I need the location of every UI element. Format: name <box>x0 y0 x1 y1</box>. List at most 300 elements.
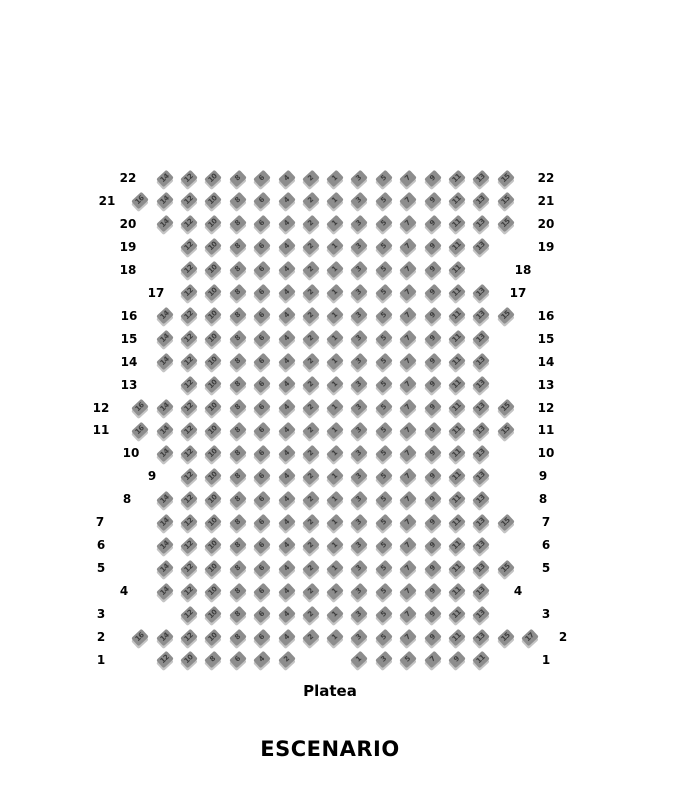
seat[interactable] <box>302 192 320 210</box>
seat[interactable] <box>278 399 296 417</box>
seat[interactable] <box>180 513 198 531</box>
seat[interactable] <box>253 330 271 348</box>
seat[interactable] <box>351 261 369 279</box>
seat[interactable] <box>302 284 320 302</box>
seat[interactable] <box>205 238 223 256</box>
seat[interactable] <box>473 422 491 440</box>
seat[interactable] <box>278 422 296 440</box>
seat[interactable] <box>229 513 247 531</box>
seat[interactable] <box>180 261 198 279</box>
seat[interactable] <box>424 582 442 600</box>
seat[interactable] <box>326 307 344 325</box>
seat[interactable] <box>278 628 296 646</box>
seat[interactable] <box>253 261 271 279</box>
seat[interactable] <box>229 651 247 669</box>
seat[interactable] <box>180 353 198 371</box>
seat[interactable] <box>351 422 369 440</box>
seat[interactable] <box>424 605 442 623</box>
seat[interactable] <box>326 513 344 531</box>
seat[interactable] <box>229 491 247 509</box>
seat[interactable] <box>205 399 223 417</box>
seat[interactable] <box>253 238 271 256</box>
seat[interactable] <box>156 536 174 554</box>
seat[interactable] <box>497 628 515 646</box>
seat[interactable] <box>375 330 393 348</box>
seat[interactable] <box>399 238 417 256</box>
seat[interactable] <box>205 353 223 371</box>
seat[interactable] <box>351 215 369 233</box>
seat[interactable] <box>497 513 515 531</box>
seat[interactable] <box>131 192 149 210</box>
seat[interactable] <box>448 628 466 646</box>
seat[interactable] <box>375 422 393 440</box>
seat[interactable] <box>448 215 466 233</box>
seat[interactable] <box>180 284 198 302</box>
seat[interactable] <box>424 628 442 646</box>
seat[interactable] <box>326 376 344 394</box>
seat[interactable] <box>302 307 320 325</box>
seat[interactable] <box>180 628 198 646</box>
seat[interactable] <box>424 468 442 486</box>
seat[interactable] <box>156 628 174 646</box>
seat[interactable] <box>351 582 369 600</box>
seat[interactable] <box>278 513 296 531</box>
seat[interactable] <box>424 169 442 187</box>
seat[interactable] <box>399 192 417 210</box>
seat[interactable] <box>351 491 369 509</box>
seat[interactable] <box>253 192 271 210</box>
seat[interactable] <box>375 215 393 233</box>
seat[interactable] <box>205 215 223 233</box>
seat[interactable] <box>278 468 296 486</box>
seat[interactable] <box>253 605 271 623</box>
seat[interactable] <box>326 169 344 187</box>
seat[interactable] <box>253 559 271 577</box>
seat[interactable] <box>399 445 417 463</box>
seat[interactable] <box>473 353 491 371</box>
seat[interactable] <box>351 468 369 486</box>
seat[interactable] <box>424 491 442 509</box>
seat[interactable] <box>448 284 466 302</box>
seat[interactable] <box>424 330 442 348</box>
seat[interactable] <box>448 376 466 394</box>
seat[interactable] <box>156 491 174 509</box>
seat[interactable] <box>375 628 393 646</box>
seat[interactable] <box>180 169 198 187</box>
seat[interactable] <box>326 261 344 279</box>
seat[interactable] <box>448 651 466 669</box>
seat[interactable] <box>497 422 515 440</box>
seat[interactable] <box>205 582 223 600</box>
seat[interactable] <box>399 582 417 600</box>
seat[interactable] <box>424 307 442 325</box>
seat[interactable] <box>131 628 149 646</box>
seat[interactable] <box>424 559 442 577</box>
seat[interactable] <box>229 582 247 600</box>
seat[interactable] <box>180 215 198 233</box>
seat[interactable] <box>278 445 296 463</box>
seat[interactable] <box>473 605 491 623</box>
seat[interactable] <box>473 468 491 486</box>
seat[interactable] <box>448 192 466 210</box>
seat[interactable] <box>205 651 223 669</box>
seat[interactable] <box>326 399 344 417</box>
seat[interactable] <box>424 536 442 554</box>
seat[interactable] <box>473 284 491 302</box>
seat[interactable] <box>424 513 442 531</box>
seat[interactable] <box>253 513 271 531</box>
seat[interactable] <box>205 330 223 348</box>
seat[interactable] <box>351 376 369 394</box>
seat[interactable] <box>473 238 491 256</box>
seat[interactable] <box>229 605 247 623</box>
seat[interactable] <box>375 445 393 463</box>
seat[interactable] <box>351 353 369 371</box>
seat[interactable] <box>448 468 466 486</box>
seat[interactable] <box>180 468 198 486</box>
seat[interactable] <box>302 468 320 486</box>
seat[interactable] <box>180 238 198 256</box>
seat[interactable] <box>399 284 417 302</box>
seat[interactable] <box>351 628 369 646</box>
seat[interactable] <box>278 169 296 187</box>
seat[interactable] <box>156 353 174 371</box>
seat[interactable] <box>326 559 344 577</box>
seat[interactable] <box>205 536 223 554</box>
seat[interactable] <box>326 628 344 646</box>
seat[interactable] <box>302 513 320 531</box>
seat[interactable] <box>326 582 344 600</box>
seat[interactable] <box>302 582 320 600</box>
seat[interactable] <box>424 238 442 256</box>
seat[interactable] <box>278 261 296 279</box>
seat[interactable] <box>497 399 515 417</box>
seat[interactable] <box>375 238 393 256</box>
seat[interactable] <box>424 399 442 417</box>
seat[interactable] <box>326 284 344 302</box>
seat[interactable] <box>180 330 198 348</box>
seat[interactable] <box>156 445 174 463</box>
seat[interactable] <box>205 307 223 325</box>
seat[interactable] <box>253 307 271 325</box>
seat[interactable] <box>375 399 393 417</box>
seat[interactable] <box>278 192 296 210</box>
seat[interactable] <box>253 491 271 509</box>
seat[interactable] <box>326 491 344 509</box>
seat[interactable] <box>399 628 417 646</box>
seat[interactable] <box>351 192 369 210</box>
seat[interactable] <box>375 491 393 509</box>
seat[interactable] <box>351 399 369 417</box>
seat[interactable] <box>229 284 247 302</box>
seat[interactable] <box>205 169 223 187</box>
seat[interactable] <box>497 215 515 233</box>
seat[interactable] <box>448 559 466 577</box>
seat[interactable] <box>229 215 247 233</box>
seat[interactable] <box>131 422 149 440</box>
seat[interactable] <box>302 536 320 554</box>
seat[interactable] <box>473 536 491 554</box>
seat[interactable] <box>351 651 369 669</box>
seat[interactable] <box>205 491 223 509</box>
seat[interactable] <box>448 330 466 348</box>
seat[interactable] <box>399 330 417 348</box>
seat[interactable] <box>473 513 491 531</box>
seat[interactable] <box>375 353 393 371</box>
seat[interactable] <box>229 376 247 394</box>
seat[interactable] <box>375 582 393 600</box>
seat[interactable] <box>448 261 466 279</box>
seat[interactable] <box>253 422 271 440</box>
seat[interactable] <box>448 536 466 554</box>
seat[interactable] <box>229 536 247 554</box>
seat[interactable] <box>399 513 417 531</box>
seat[interactable] <box>448 422 466 440</box>
seat[interactable] <box>497 192 515 210</box>
seat[interactable] <box>180 651 198 669</box>
seat[interactable] <box>448 513 466 531</box>
seat[interactable] <box>229 628 247 646</box>
seat[interactable] <box>205 628 223 646</box>
seat[interactable] <box>278 330 296 348</box>
seat[interactable] <box>180 582 198 600</box>
seat[interactable] <box>278 215 296 233</box>
seat[interactable] <box>229 445 247 463</box>
seat[interactable] <box>326 353 344 371</box>
seat[interactable] <box>399 169 417 187</box>
seat[interactable] <box>424 445 442 463</box>
seat[interactable] <box>424 284 442 302</box>
seat[interactable] <box>302 376 320 394</box>
seat[interactable] <box>375 376 393 394</box>
seat[interactable] <box>229 468 247 486</box>
seat[interactable] <box>375 169 393 187</box>
seat[interactable] <box>253 215 271 233</box>
seat[interactable] <box>326 422 344 440</box>
seat[interactable] <box>424 651 442 669</box>
seat[interactable] <box>156 582 174 600</box>
seat[interactable] <box>180 536 198 554</box>
seat[interactable] <box>302 491 320 509</box>
seat[interactable] <box>351 330 369 348</box>
seat[interactable] <box>205 422 223 440</box>
seat[interactable] <box>351 559 369 577</box>
seat[interactable] <box>448 353 466 371</box>
seat[interactable] <box>448 399 466 417</box>
seat[interactable] <box>473 445 491 463</box>
seat[interactable] <box>253 468 271 486</box>
seat[interactable] <box>205 192 223 210</box>
seat[interactable] <box>399 376 417 394</box>
seat[interactable] <box>302 169 320 187</box>
seat[interactable] <box>326 536 344 554</box>
seat[interactable] <box>253 445 271 463</box>
seat[interactable] <box>302 238 320 256</box>
seat[interactable] <box>351 169 369 187</box>
seat[interactable] <box>375 536 393 554</box>
seat[interactable] <box>278 582 296 600</box>
seat[interactable] <box>180 307 198 325</box>
seat[interactable] <box>156 399 174 417</box>
seat[interactable] <box>424 376 442 394</box>
seat[interactable] <box>253 399 271 417</box>
seat[interactable] <box>302 445 320 463</box>
seat[interactable] <box>278 536 296 554</box>
seat[interactable] <box>229 399 247 417</box>
seat[interactable] <box>448 238 466 256</box>
seat[interactable] <box>448 605 466 623</box>
seat[interactable] <box>399 651 417 669</box>
seat[interactable] <box>180 192 198 210</box>
seat[interactable] <box>424 422 442 440</box>
seat[interactable] <box>473 582 491 600</box>
seat[interactable] <box>156 559 174 577</box>
seat[interactable] <box>180 491 198 509</box>
seat[interactable] <box>229 330 247 348</box>
seat[interactable] <box>375 192 393 210</box>
seat[interactable] <box>278 238 296 256</box>
seat[interactable] <box>375 468 393 486</box>
seat[interactable] <box>229 353 247 371</box>
seat[interactable] <box>131 399 149 417</box>
seat[interactable] <box>399 261 417 279</box>
seat[interactable] <box>205 468 223 486</box>
seat[interactable] <box>424 353 442 371</box>
seat[interactable] <box>399 307 417 325</box>
seat[interactable] <box>156 513 174 531</box>
seat[interactable] <box>399 422 417 440</box>
seat[interactable] <box>253 536 271 554</box>
seat[interactable] <box>253 353 271 371</box>
seat[interactable] <box>375 605 393 623</box>
seat[interactable] <box>180 605 198 623</box>
seat[interactable] <box>473 330 491 348</box>
seat[interactable] <box>278 651 296 669</box>
seat[interactable] <box>399 605 417 623</box>
seat[interactable] <box>205 559 223 577</box>
seat[interactable] <box>399 399 417 417</box>
seat[interactable] <box>229 422 247 440</box>
seat[interactable] <box>399 468 417 486</box>
seat[interactable] <box>326 192 344 210</box>
seat[interactable] <box>375 513 393 531</box>
seat[interactable] <box>473 399 491 417</box>
seat[interactable] <box>156 307 174 325</box>
seat[interactable] <box>302 628 320 646</box>
seat[interactable] <box>497 307 515 325</box>
seat[interactable] <box>180 422 198 440</box>
seat[interactable] <box>424 261 442 279</box>
seat[interactable] <box>473 192 491 210</box>
seat[interactable] <box>448 169 466 187</box>
seat[interactable] <box>205 261 223 279</box>
seat[interactable] <box>375 559 393 577</box>
seat[interactable] <box>253 376 271 394</box>
seat[interactable] <box>351 605 369 623</box>
seat[interactable] <box>278 353 296 371</box>
seat[interactable] <box>302 353 320 371</box>
seat[interactable] <box>326 605 344 623</box>
seat[interactable] <box>205 513 223 531</box>
seat[interactable] <box>399 215 417 233</box>
seat[interactable] <box>253 169 271 187</box>
seat[interactable] <box>375 651 393 669</box>
seat[interactable] <box>205 605 223 623</box>
seat[interactable] <box>156 422 174 440</box>
seat[interactable] <box>473 628 491 646</box>
seat[interactable] <box>302 215 320 233</box>
seat[interactable] <box>399 491 417 509</box>
seat[interactable] <box>205 376 223 394</box>
seat[interactable] <box>278 559 296 577</box>
seat[interactable] <box>278 284 296 302</box>
seat[interactable] <box>278 605 296 623</box>
seat[interactable] <box>253 628 271 646</box>
seat[interactable] <box>351 238 369 256</box>
seat[interactable] <box>205 445 223 463</box>
seat[interactable] <box>326 238 344 256</box>
seat[interactable] <box>497 559 515 577</box>
seat[interactable] <box>229 307 247 325</box>
seat[interactable] <box>521 628 539 646</box>
seat[interactable] <box>448 307 466 325</box>
seat[interactable] <box>302 330 320 348</box>
seat[interactable] <box>229 169 247 187</box>
seat[interactable] <box>205 284 223 302</box>
seat[interactable] <box>351 284 369 302</box>
seat[interactable] <box>473 169 491 187</box>
seat[interactable] <box>399 559 417 577</box>
seat[interactable] <box>180 376 198 394</box>
seat[interactable] <box>448 582 466 600</box>
seat[interactable] <box>180 559 198 577</box>
seat[interactable] <box>229 192 247 210</box>
seat[interactable] <box>278 376 296 394</box>
seat[interactable] <box>375 307 393 325</box>
seat[interactable] <box>229 559 247 577</box>
seat[interactable] <box>448 445 466 463</box>
seat[interactable] <box>473 307 491 325</box>
seat[interactable] <box>351 513 369 531</box>
seat[interactable] <box>302 422 320 440</box>
seat[interactable] <box>180 445 198 463</box>
seat[interactable] <box>375 261 393 279</box>
seat[interactable] <box>302 559 320 577</box>
seat[interactable] <box>424 192 442 210</box>
seat[interactable] <box>473 491 491 509</box>
seat[interactable] <box>253 651 271 669</box>
seat[interactable] <box>473 376 491 394</box>
seat[interactable] <box>278 491 296 509</box>
seat[interactable] <box>473 215 491 233</box>
seat[interactable] <box>156 192 174 210</box>
seat[interactable] <box>180 399 198 417</box>
seat[interactable] <box>326 445 344 463</box>
seat[interactable] <box>302 261 320 279</box>
seat[interactable] <box>302 605 320 623</box>
seat[interactable] <box>156 651 174 669</box>
seat[interactable] <box>497 169 515 187</box>
seat[interactable] <box>351 536 369 554</box>
seat[interactable] <box>399 536 417 554</box>
seat[interactable] <box>473 559 491 577</box>
seat[interactable] <box>253 284 271 302</box>
seat[interactable] <box>399 353 417 371</box>
seat[interactable] <box>156 215 174 233</box>
seat[interactable] <box>326 468 344 486</box>
seat[interactable] <box>253 582 271 600</box>
seat[interactable] <box>473 651 491 669</box>
